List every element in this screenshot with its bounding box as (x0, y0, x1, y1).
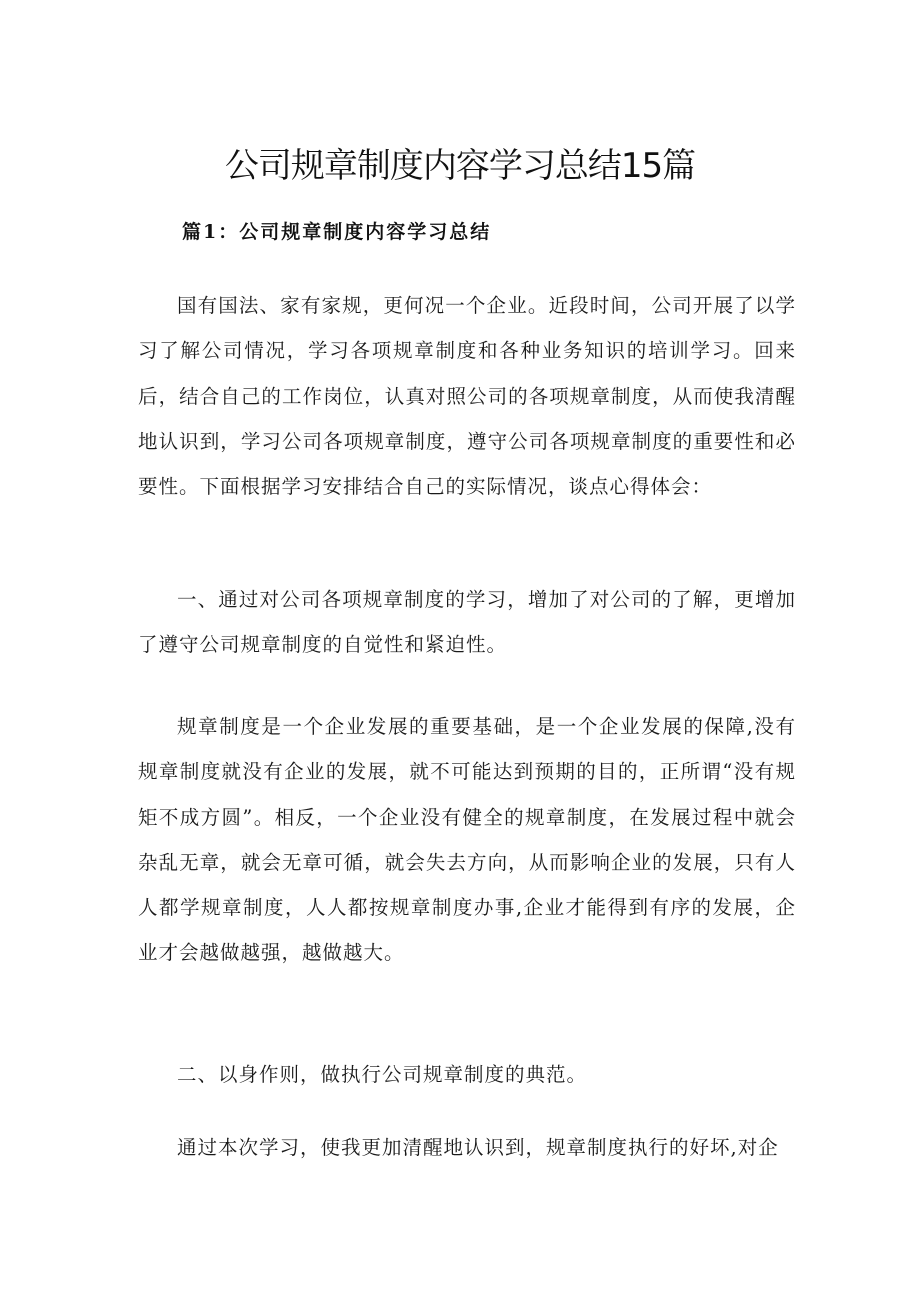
section-heading: 篇1：公司规章制度内容学习总结 (182, 221, 492, 243)
paragraph-study-result: 通过本次学习，使我更加清醒地认识到，规章制度执行的好坏,对企 (177, 1136, 779, 1159)
document-title: 公司规章制度内容学习总结15篇 (224, 146, 696, 186)
paragraph-intro: 国有国法、家有家规，更何况一个企业。近段时间，公司开展了以学习了解公司情况，学习各项规章制度和各种业务知识的培训学习。回来后，结合自己的工作岗位，认真对照公司的各项规章制度，从而使我清醒地认识到，学习公司各项规章制度，遵守公司各项规章制度的重要性和必要性。下面根据学习安排结合自己的实际情况，谈点心得体会： (138, 294, 796, 499)
paragraph-point-one: 一、通过对公司各项规章制度的学习，增加了对公司的了解，更增加了遵守公司规章制度的自觉性和紧迫性。 (138, 588, 796, 657)
paragraph-point-two: 二、以身作则，做执行公司规章制度的典范。 (177, 1063, 588, 1086)
paragraph-rules-importance: 规章制度是一个企业发展的重要基础，是一个企业发展的保障,没有规章制度就没有企业的发展，就不可能达到预期的目的，正所谓“没有规矩不成方圆”。相反，一个企业没有健全的规章制度，在发展过程中就会杂乱无章，就会无章可循，就会失去方向，从而影响企业的发展，只有人人都学规章制度，人人都按规章制度办事,企业才能得到有序的发展，企业才会越做越强，越做越大。 (138, 715, 796, 965)
